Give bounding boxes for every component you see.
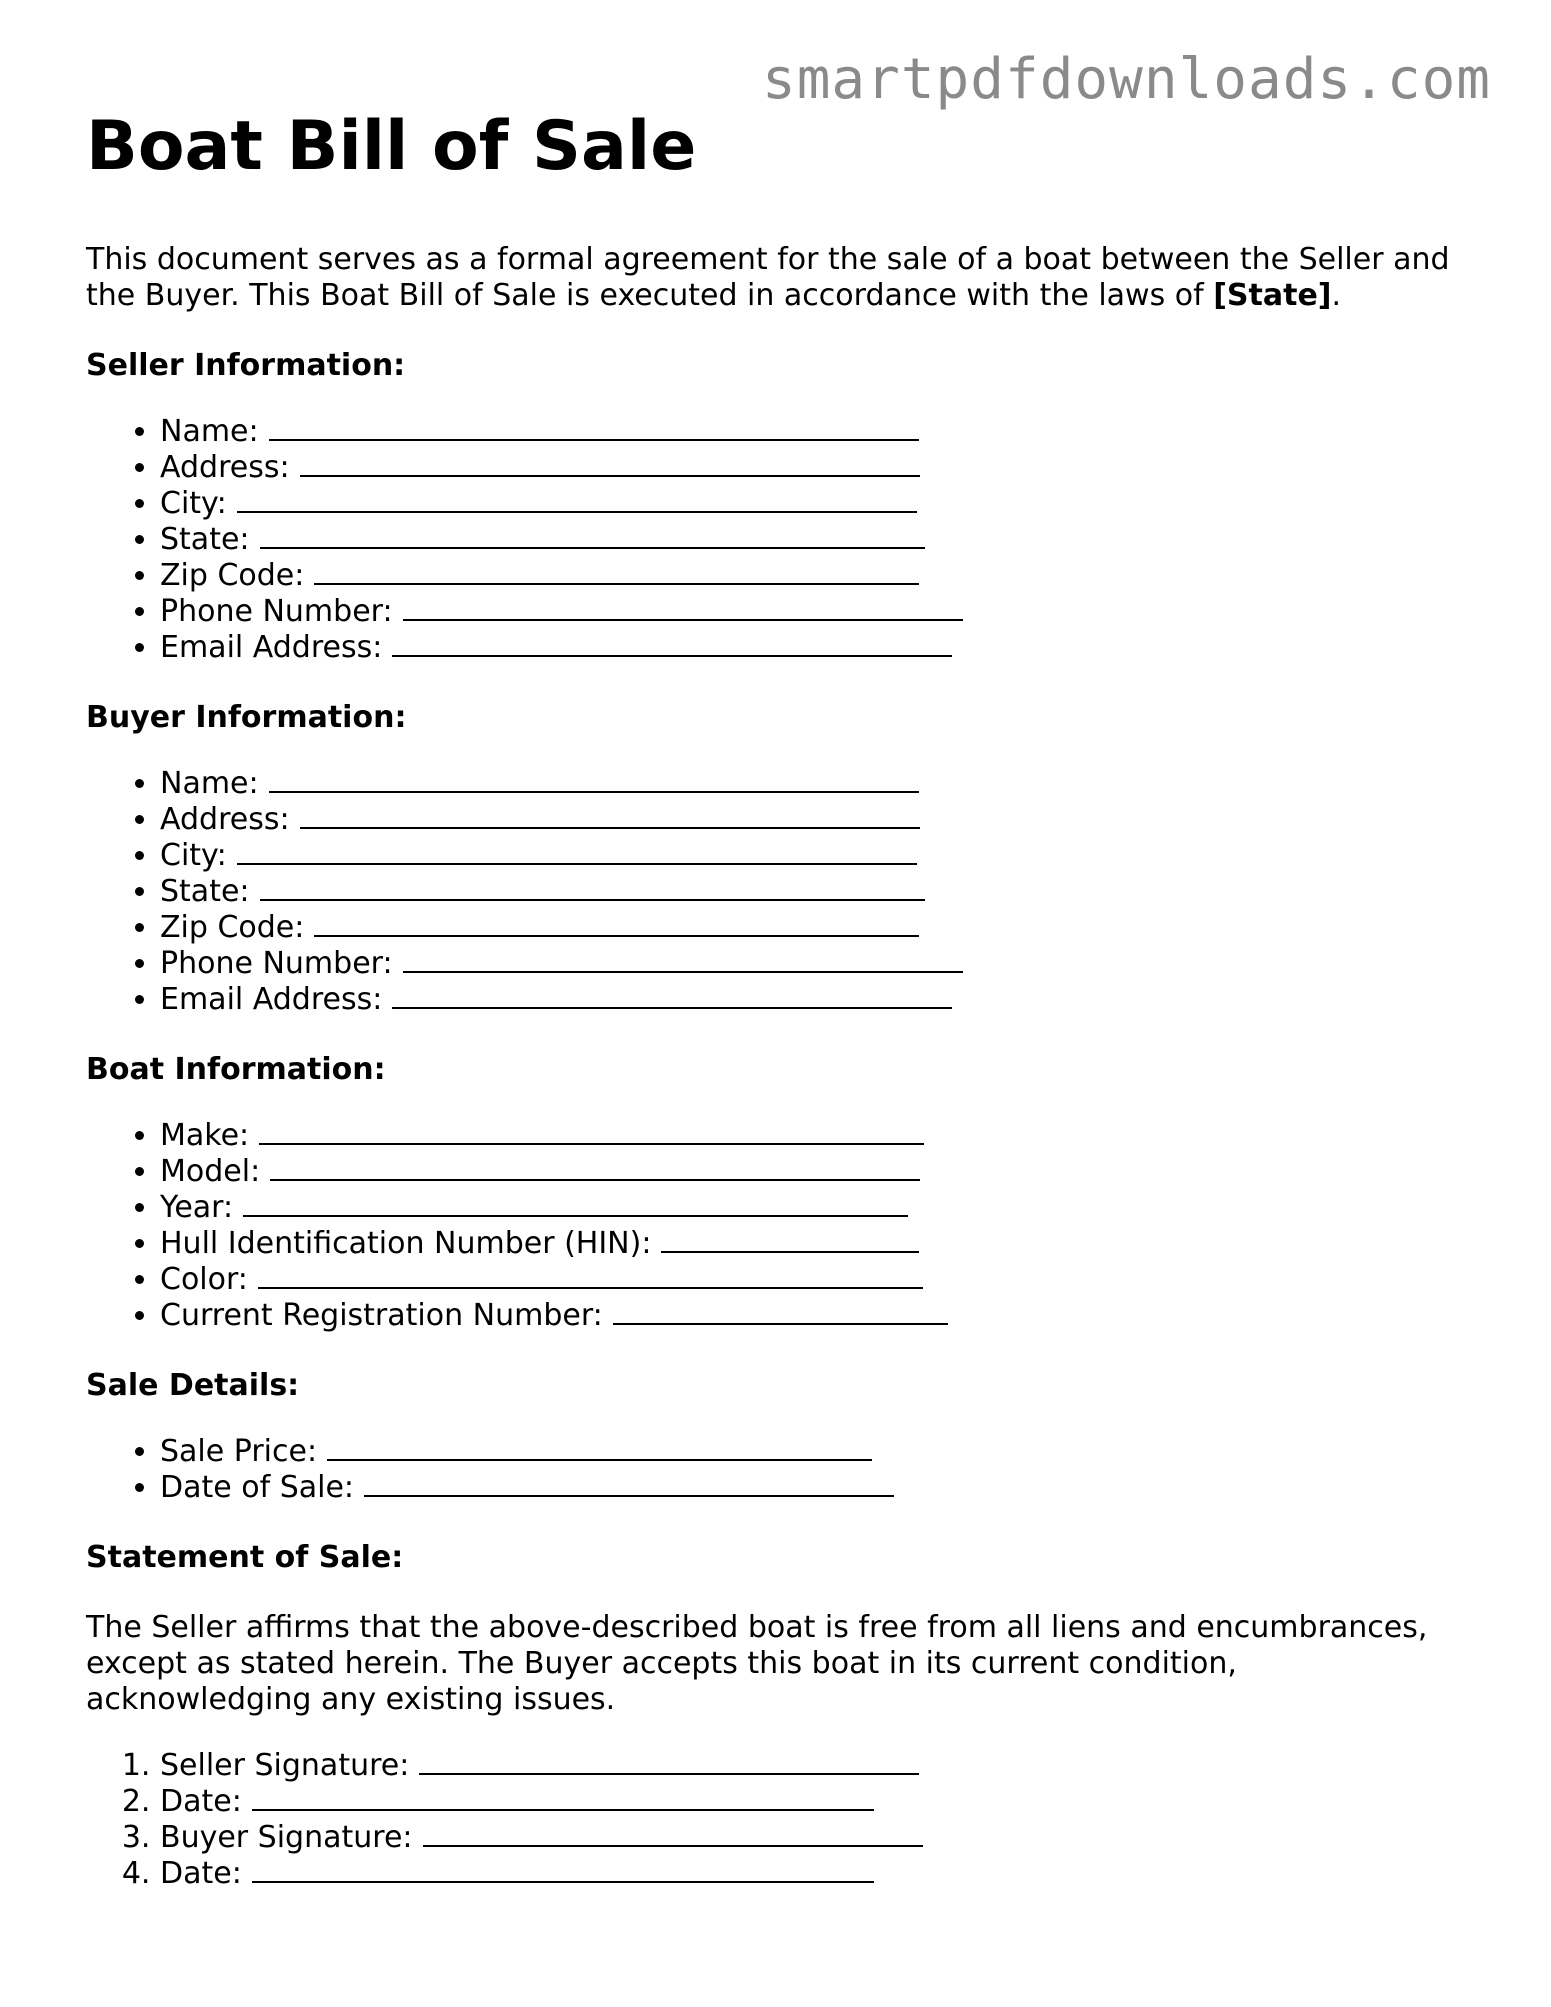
buyer-city-input-line[interactable]: [237, 841, 917, 865]
boat-registration-field: [160, 1298, 1486, 1334]
field-label: State:: [160, 874, 250, 910]
buyer-fields: [86, 766, 1486, 1018]
buyer-zip-field: [160, 910, 1486, 946]
field-label: Current Registration Number:: [160, 1298, 603, 1334]
buyer-address-input-line[interactable]: [300, 805, 920, 829]
buyer-signature-date-input-line[interactable]: [252, 1859, 874, 1883]
boat-hin-field: [160, 1226, 1486, 1262]
field-label: Address:: [160, 802, 290, 838]
seller-signature-field: [160, 1748, 1486, 1784]
sale-date-field: [160, 1470, 1486, 1506]
boat-hin-input-line[interactable]: [661, 1229, 919, 1253]
seller-name-field: [160, 414, 1486, 450]
statement-heading: Statement of Sale:: [86, 1540, 404, 1576]
seller-signature-date-input-line[interactable]: [252, 1787, 874, 1811]
seller-state-input-line[interactable]: [260, 525, 925, 549]
document-body: [86, 108, 1486, 1892]
seller-address-field: [160, 450, 1486, 486]
field-label: Zip Code:: [160, 558, 305, 594]
boat-fields: [86, 1118, 1486, 1334]
buyer-signature-input-line[interactable]: [423, 1823, 923, 1847]
buyer-signature-date-field: [160, 1856, 1486, 1892]
statement-paragraph: The Seller affirms that the above-described boat is free from all liens and encumbrances, except as stated herein. The Buyer accepts this boat in its current condition, acknowledging any existing issues.: [86, 1610, 1428, 1718]
buyer-city-field: [160, 838, 1486, 874]
field-label: Date:: [160, 1856, 242, 1892]
field-label: Name:: [160, 766, 259, 802]
field-label: Model:: [160, 1154, 261, 1190]
buyer-state-input-line[interactable]: [260, 877, 925, 901]
seller-zip-input-line[interactable]: [314, 561, 919, 585]
boat-registration-input-line[interactable]: [613, 1301, 948, 1325]
seller-state-field: [160, 522, 1486, 558]
field-label: Seller Signature:: [160, 1748, 410, 1784]
seller-signature-date-field: [160, 1784, 1486, 1820]
seller-city-field: [160, 486, 1486, 522]
buyer-phone-input-line[interactable]: [403, 949, 963, 973]
field-label: Address:: [160, 450, 290, 486]
sale-price-field: [160, 1434, 1486, 1470]
state-placeholder: [State]: [1213, 278, 1332, 314]
intro-text: This document serves as a formal agreement for the sale of a boat between the Seller and the Buyer. This Boat Bill of Sale is executed in accordance with the laws of: [86, 242, 1450, 314]
boat-year-field: [160, 1190, 1486, 1226]
field-label: Phone Number:: [160, 594, 393, 630]
field-label: State:: [160, 522, 250, 558]
seller-email-input-line[interactable]: [392, 633, 952, 657]
sale-date-input-line[interactable]: [364, 1473, 894, 1497]
boat-make-field: [160, 1118, 1486, 1154]
buyer-name-field: [160, 766, 1486, 802]
sale-fields: [86, 1434, 1486, 1506]
seller-address-input-line[interactable]: [300, 453, 920, 477]
seller-city-input-line[interactable]: [237, 489, 917, 513]
buyer-email-field: [160, 982, 1486, 1018]
page-title: Boat Bill of Sale: [86, 107, 697, 186]
field-label: Sale Price:: [160, 1434, 318, 1470]
boat-heading: Boat Information:: [86, 1052, 386, 1088]
boat-model-input-line[interactable]: [270, 1157, 920, 1181]
seller-phone-field: [160, 594, 1486, 630]
seller-email-field: [160, 630, 1486, 666]
buyer-address-field: [160, 802, 1486, 838]
seller-signature-input-line[interactable]: [419, 1751, 919, 1775]
field-label: Phone Number:: [160, 946, 393, 982]
buyer-heading: Buyer Information:: [86, 700, 407, 736]
boat-model-field: [160, 1154, 1486, 1190]
seller-fields: [86, 414, 1486, 666]
field-label: Color:: [160, 1262, 248, 1298]
field-label: Date:: [160, 1784, 242, 1820]
buyer-zip-input-line[interactable]: [314, 913, 919, 937]
boat-make-input-line[interactable]: [259, 1121, 924, 1145]
signature-fields: [86, 1748, 1486, 1892]
field-label: Email Address:: [160, 982, 383, 1018]
sale-price-input-line[interactable]: [327, 1437, 872, 1461]
buyer-name-input-line[interactable]: [269, 769, 919, 793]
buyer-signature-field: [160, 1820, 1486, 1856]
field-label: Make:: [160, 1118, 250, 1154]
field-label: Name:: [160, 414, 259, 450]
field-label: Hull Identification Number (HIN):: [160, 1226, 652, 1262]
field-label: Zip Code:: [160, 910, 305, 946]
buyer-phone-field: [160, 946, 1486, 982]
seller-phone-input-line[interactable]: [403, 597, 963, 621]
boat-color-field: [160, 1262, 1486, 1298]
sale-heading: Sale Details:: [86, 1368, 300, 1404]
buyer-email-input-line[interactable]: [392, 985, 952, 1009]
field-label: Email Address:: [160, 630, 383, 666]
field-label: City:: [160, 486, 227, 522]
intro-paragraph: [86, 242, 1486, 314]
field-label: Buyer Signature:: [160, 1820, 413, 1856]
intro-end: .: [1331, 278, 1342, 314]
buyer-state-field: [160, 874, 1486, 910]
seller-heading: Seller Information:: [86, 348, 406, 384]
field-label: Year:: [160, 1190, 234, 1226]
boat-color-input-line[interactable]: [258, 1265, 923, 1289]
seller-name-input-line[interactable]: [269, 417, 919, 441]
field-label: Date of Sale:: [160, 1470, 355, 1506]
watermark: smartpdfdownloads.com: [761, 47, 1491, 112]
seller-zip-field: [160, 558, 1486, 594]
boat-year-input-line[interactable]: [243, 1193, 908, 1217]
field-label: City:: [160, 838, 227, 874]
